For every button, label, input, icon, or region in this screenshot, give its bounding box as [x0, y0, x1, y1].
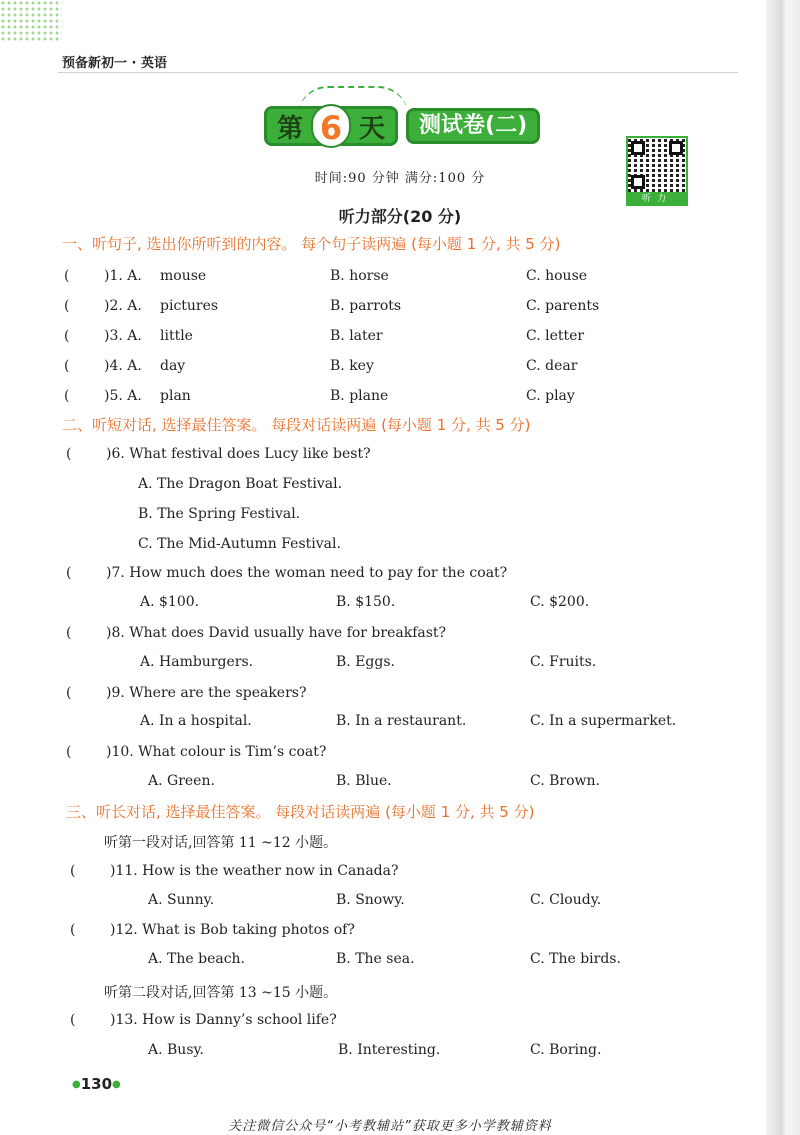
qr-code-icon [626, 136, 688, 192]
title-subtitle: 测试卷(二) [406, 108, 540, 144]
footer-notice: 关注微信公众号“小考教辅站”获取更多小学教辅资料 [228, 1119, 552, 1134]
decorative-dots [0, 0, 62, 42]
section-1-heading: 一、听句子, 选出你所听到的内容。 每个句子读两遍 (每小题 1 分, 共 5 分) [62, 235, 561, 253]
page-number: ●130● [72, 1075, 121, 1093]
section-3-heading: 三、听长对话, 选择最佳答案。 每段对话读两遍 (每小题 1 分, 共 5 分) [66, 803, 535, 821]
part-title: 听力部分(20 分) [338, 207, 462, 226]
running-header: 预备新初一 · 英语 [62, 56, 167, 71]
dialogue-1-note: 听第一段对话,回答第 11 ~12 小题。 [104, 835, 338, 851]
time-info: 时间:90 分钟 满分:100 分 [314, 171, 486, 186]
qr-label: 听力 [626, 192, 688, 206]
dialogue-2-note: 听第二段对话,回答第 13 ~15 小题。 [104, 985, 338, 1001]
title-day-box [264, 106, 398, 146]
option-line: C. The Mid-Autumn Festival. [138, 536, 341, 552]
qr-code[interactable] [626, 136, 688, 206]
title-suffix: 天 [359, 113, 386, 144]
title-prefix: 第 [277, 113, 304, 144]
title-banner [264, 104, 540, 148]
section-2-heading: 二、听短对话, 选择最佳答案。 每段对话读两遍 (每小题 1 分, 共 5 分) [62, 416, 531, 434]
title-number: 6 [311, 104, 351, 148]
option-line: A. The Dragon Boat Festival. [138, 476, 343, 492]
option-line: B. The Spring Festival. [138, 506, 301, 522]
header-rule [58, 72, 738, 73]
